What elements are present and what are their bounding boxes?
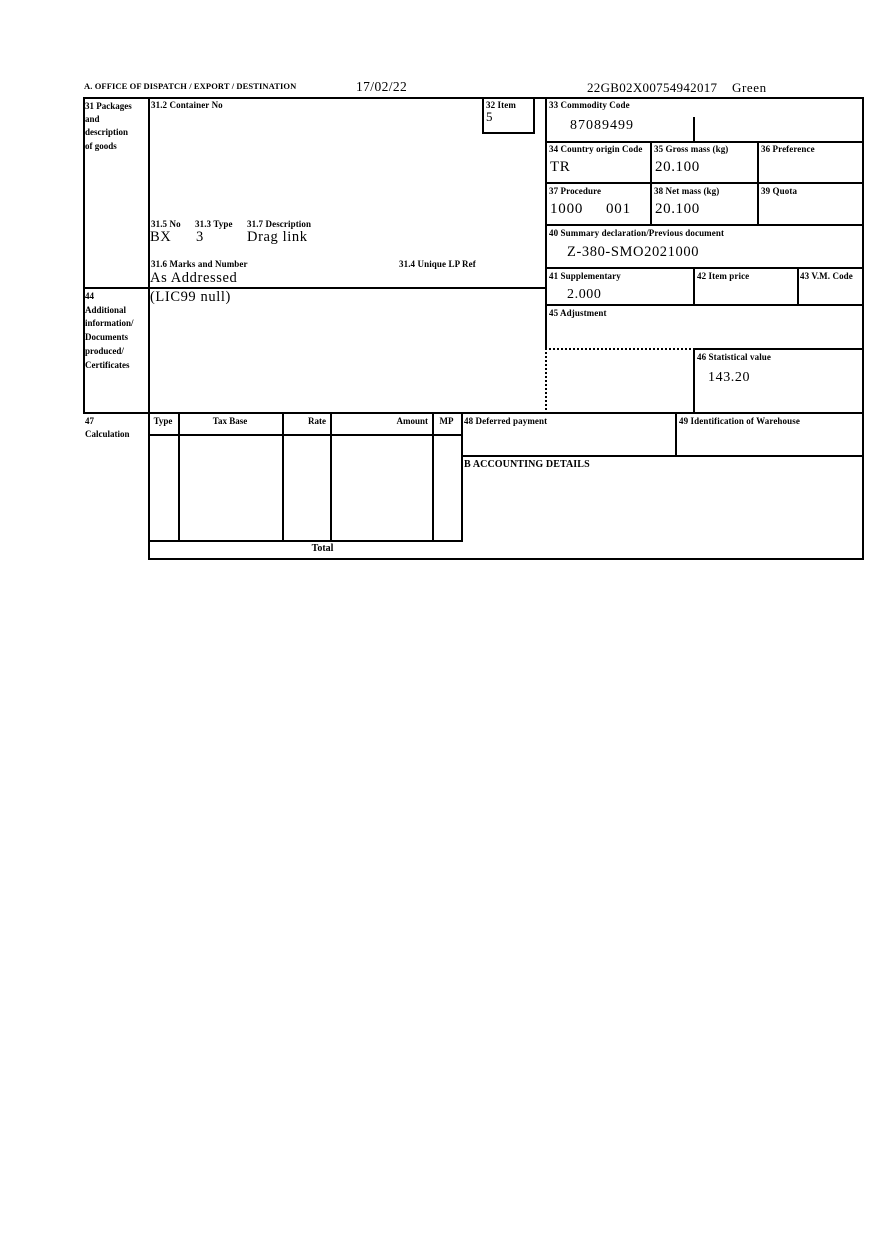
border-table-bottom xyxy=(148,540,463,542)
procedure-code-value: 1000 xyxy=(550,201,584,217)
border-table-right xyxy=(461,412,463,542)
border-center-divider-dotted xyxy=(545,348,547,414)
border-row34-bottom xyxy=(545,182,864,184)
procedure-additional-value: 001 xyxy=(606,201,631,217)
item-number-value: 5 xyxy=(486,109,494,124)
supplementary-units-label: 41 Supplementary xyxy=(549,271,621,281)
adjustment-label: 45 Adjustment xyxy=(549,308,607,318)
border-col35-36 xyxy=(757,141,759,226)
packages-no-value: BX xyxy=(150,229,172,245)
quota-label: 39 Quota xyxy=(761,186,798,196)
border-row41-bottom xyxy=(545,304,864,306)
net-mass-label: 38 Net mass (kg) xyxy=(654,186,720,196)
accounting-details-label: B ACCOUNTING DETAILS xyxy=(464,459,590,470)
packages-type-value: 3 xyxy=(196,229,204,245)
border-center-divider xyxy=(545,97,547,350)
border-row37-bottom xyxy=(545,224,864,226)
deferred-payment-label: 48 Deferred payment xyxy=(464,416,548,426)
column-header-rate: Rate xyxy=(308,416,326,426)
border-form-top xyxy=(83,97,864,99)
border-commodity-code-divider xyxy=(693,117,695,143)
gross-mass-label: 35 Gross mass (kg) xyxy=(654,144,729,154)
border-box44-bottom xyxy=(83,412,864,414)
border-box33-bottom xyxy=(545,141,864,143)
unique-lp-ref-label: 31.4 Unique LP Ref xyxy=(399,259,476,269)
statistical-value-value: 143.20 xyxy=(708,370,751,385)
commodity-code-value: 87089499 xyxy=(570,118,634,133)
previous-document-value: Z-380-SMO2021000 xyxy=(567,244,700,260)
supplementary-units-value: 2.000 xyxy=(567,287,602,302)
column-header-taxbase: Tax Base xyxy=(212,416,248,426)
packages-no-label: 31.5 No xyxy=(151,219,181,229)
procedure-label: 37 Procedure xyxy=(549,186,602,196)
border-col-amount-mp xyxy=(432,412,434,542)
box47-label: 47 Calculation xyxy=(85,416,130,440)
commodity-code-label: 33 Commodity Code xyxy=(549,100,630,110)
preference-label: 36 Preference xyxy=(761,144,815,154)
border-col42-43 xyxy=(797,267,799,306)
section-a-title: A. OFFICE OF DISPATCH / EXPORT / DESTINATION xyxy=(84,81,297,91)
border-form-right xyxy=(862,97,864,560)
border-box40-bottom xyxy=(545,267,864,269)
border-form-bottom xyxy=(148,558,864,560)
previous-document-label: 40 Summary declaration/Previous document xyxy=(549,228,725,238)
marks-numbers-label: 31.6 Marks and Number xyxy=(151,259,248,269)
border-col48-49 xyxy=(675,412,677,457)
border-box46-left xyxy=(693,348,695,414)
item-number-label: 32 Item xyxy=(486,100,516,110)
warehouse-id-label: 49 Identification of Warehouse xyxy=(679,416,800,426)
box31-label: 31 Packages and description of goods xyxy=(85,101,132,151)
statistical-value-label: 46 Statistical value xyxy=(697,352,771,362)
marks-numbers-value: As Addressed xyxy=(150,270,238,286)
border-box46-top xyxy=(693,348,864,350)
net-mass-value: 20.100 xyxy=(655,201,700,217)
column-header-type: Type xyxy=(153,416,173,426)
declaration-reference: 22GB02X00754942017 xyxy=(587,80,718,95)
column-header-mp: MP xyxy=(439,416,454,426)
item-price-label: 42 Item price xyxy=(697,271,750,281)
border-col-taxbase-rate xyxy=(282,412,284,542)
packages-type-label: 31.3 Type xyxy=(195,219,233,229)
additional-information-value: (LIC99 null) xyxy=(150,289,231,305)
border-box32-left xyxy=(482,97,484,134)
total-label: Total xyxy=(311,543,334,554)
column-header-amount: Amount xyxy=(396,416,428,426)
vm-code-label: 43 V.M. Code xyxy=(800,271,853,281)
border-box45-bottom-dotted xyxy=(545,348,695,350)
country-origin-value: TR xyxy=(550,159,571,175)
goods-description-label: 31.7 Description xyxy=(247,219,312,229)
border-col41-42 xyxy=(693,267,695,306)
container-no-label: 31.2 Container No xyxy=(151,100,223,110)
border-labelcol-right xyxy=(148,97,150,560)
border-col-rate-amount xyxy=(330,412,332,542)
dispatch-date: 17/02/22 xyxy=(356,79,408,94)
border-col34-35 xyxy=(650,141,652,226)
border-row48-bottom xyxy=(461,455,864,457)
border-box32-bottom xyxy=(482,132,535,134)
border-col-type-taxbase xyxy=(178,412,180,542)
border-box32-right xyxy=(533,97,535,134)
goods-description-value: Drag link xyxy=(247,229,308,245)
box44-label: 44 Additional information/ Documents produced/ Certificates xyxy=(85,291,134,370)
country-origin-label: 34 Country origin Code xyxy=(549,144,643,154)
border-table-header-bottom xyxy=(148,434,463,436)
routing-status: Green xyxy=(732,80,767,95)
gross-mass-value: 20.100 xyxy=(655,159,700,175)
